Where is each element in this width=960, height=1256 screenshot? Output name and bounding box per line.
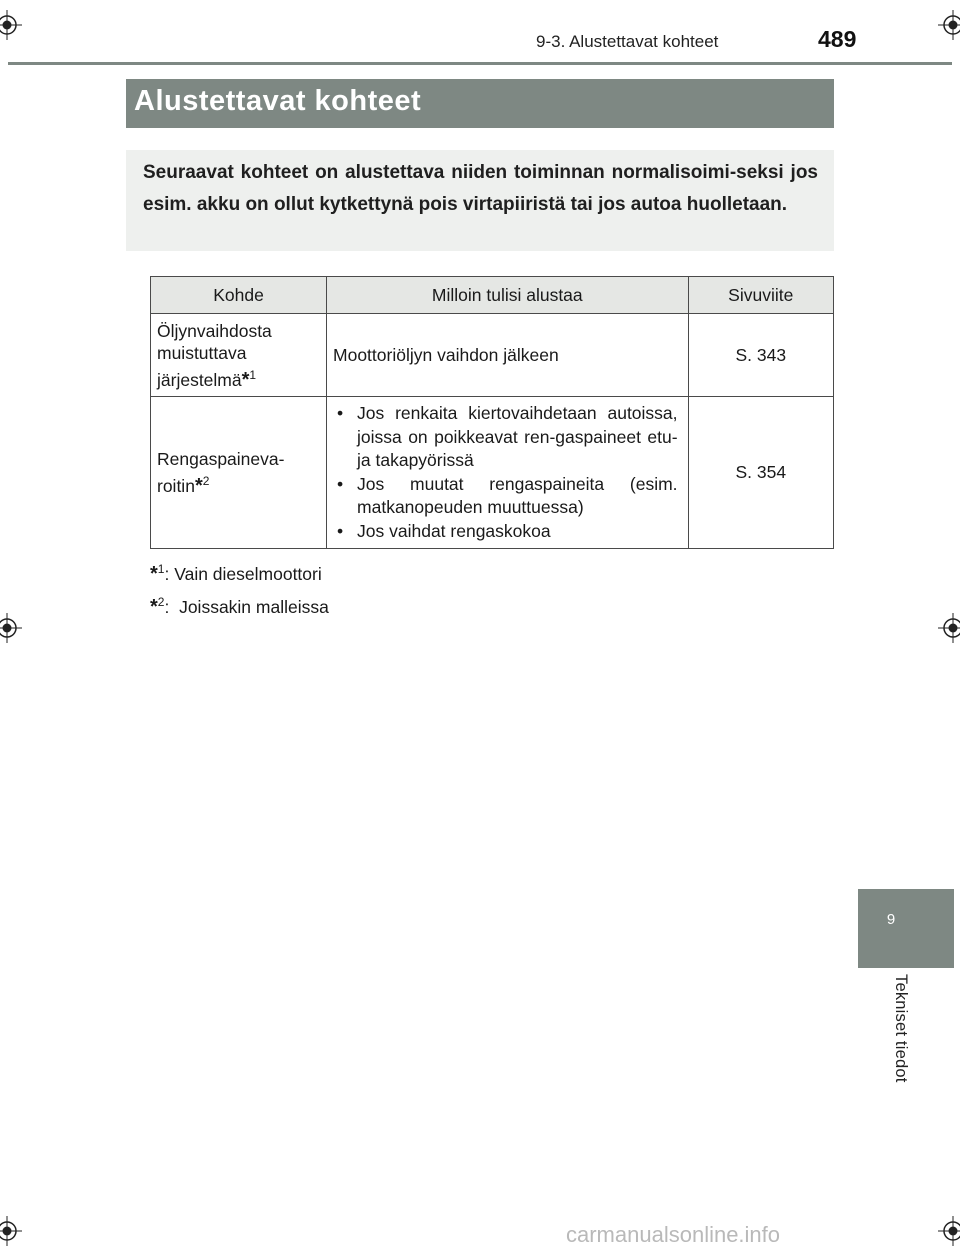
- footnote-mark: *: [150, 595, 158, 618]
- bullet-icon: •: [337, 473, 344, 494]
- registration-mark-icon: [0, 613, 22, 643]
- reset-items-table: [150, 276, 834, 549]
- chapter-number: 9: [886, 911, 896, 928]
- when-cell: Moottoriöljyn vaihdon jälkeen: [327, 314, 689, 397]
- item-cell: [151, 397, 327, 549]
- registration-mark-icon: [0, 10, 22, 40]
- item-name: Rengaspaineva-roitin: [157, 449, 285, 496]
- registration-mark-icon: [0, 1216, 22, 1246]
- chapter-label: Tekniset tiedot: [892, 974, 910, 1083]
- table-header-row: [151, 277, 834, 314]
- chapter-tab: [858, 889, 954, 968]
- registration-mark-icon: [938, 1216, 960, 1246]
- list-item: • Jos vaihdat rengaskokoa: [337, 520, 678, 544]
- table-header-cell: Kohde: [151, 277, 327, 314]
- page-ref-cell: S. 354: [688, 397, 833, 549]
- footnote-number: 1: [157, 562, 165, 576]
- table-header-cell: Sivuviite: [688, 277, 833, 314]
- bullet-icon: •: [337, 520, 344, 541]
- footnote-text: : Joissakin malleissa: [164, 596, 329, 617]
- registration-mark-icon: [938, 613, 960, 643]
- bullet-icon: •: [337, 403, 344, 423]
- table-row: [151, 314, 834, 397]
- item-name: Öljynvaihdosta muistuttava järjestelmä: [157, 320, 272, 390]
- footnote: [150, 595, 329, 618]
- list-item: • Jos muutat rengaspaineita (esim. matkanopeuden muuttuessa): [337, 473, 678, 517]
- intro-box: [126, 150, 834, 251]
- footnote-text: : Vain dieselmoottori: [164, 563, 322, 584]
- list-item: • Jos renkaita kiertovaihdetaan autoissa, joissa on poikkeavat ren-gaspaineet etu- ja takapyörissä: [337, 403, 678, 470]
- intro-text: Seuraavat kohteet on alustettava niiden toiminnan normalisoimi-seksi jos esim. akku on ollut kytkettynä pois virtapiiristä tai jos autoa huolletaan.: [143, 162, 818, 215]
- bullet-list: [333, 402, 682, 543]
- page-title: Alustettavat kohteet: [134, 85, 422, 117]
- table-row: [151, 397, 834, 549]
- registration-mark-icon: [938, 10, 960, 40]
- watermark: carmanualsonline.info: [566, 1222, 781, 1247]
- page-number: 489: [818, 26, 857, 52]
- footnote-mark: *: [194, 474, 203, 497]
- footnote-mark: *: [150, 562, 158, 585]
- title-bar: [126, 79, 834, 128]
- header-rule: [8, 62, 952, 65]
- section-label: 9-3. Alustettavat kohteet: [536, 32, 719, 51]
- footnote: [150, 562, 322, 585]
- footnote-number: 2: [202, 474, 210, 489]
- when-cell: [327, 397, 689, 549]
- table-header-cell: Milloin tulisi alustaa: [327, 277, 689, 314]
- page-ref-cell: S. 343: [688, 314, 833, 397]
- footnote-number: 2: [157, 595, 165, 609]
- footnote-mark: *: [241, 368, 250, 391]
- item-cell: [151, 314, 327, 397]
- footnote-number: 1: [249, 367, 257, 382]
